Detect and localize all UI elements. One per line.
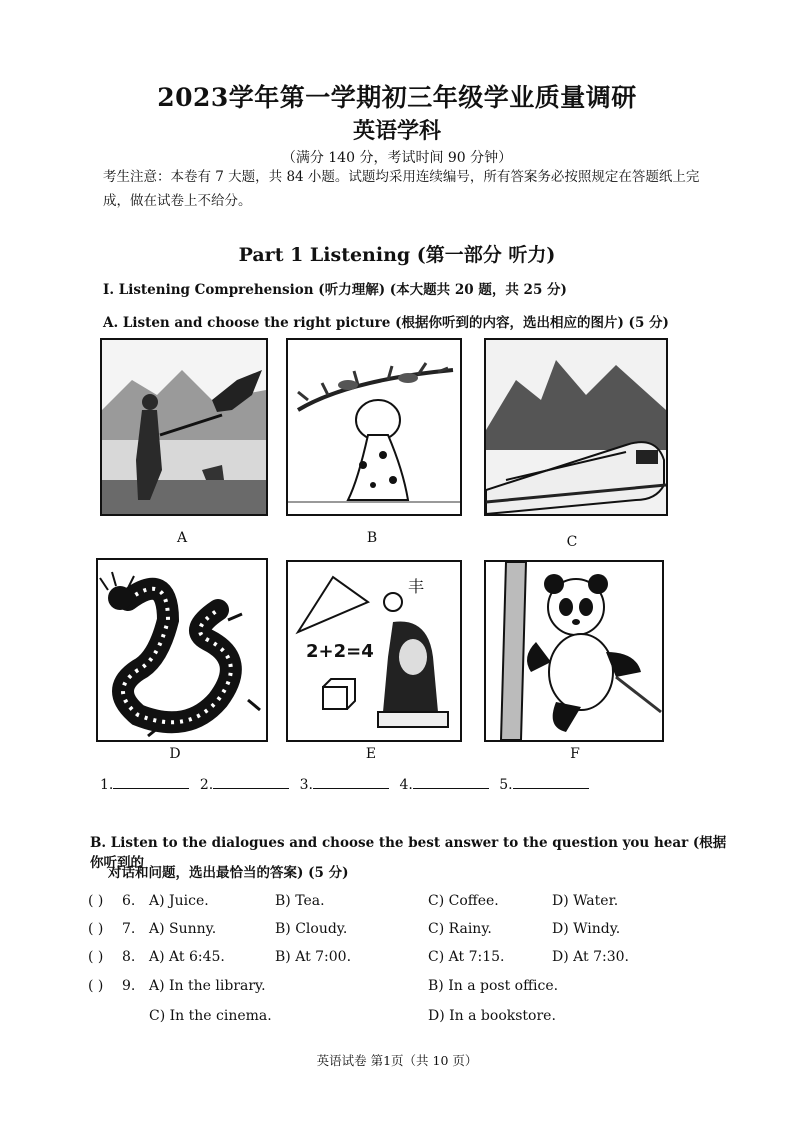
exam-notice: 考生注意：本卷有 7 大题，共 84 小题。试题均采用连续编号，所有答案务必按照规定在答题纸上完成，做在试卷上不给分。	[103, 169, 700, 209]
q6-option-a: A) Juice.	[149, 893, 209, 909]
q6-option-d: D) Water.	[552, 893, 619, 909]
q7-number: 7.	[122, 921, 136, 937]
q8-number: 8.	[122, 949, 136, 965]
q6-option-c: C) Coffee.	[428, 893, 499, 909]
section-a-title: A. Listen and choose the right picture (根据你听到的内容，选出相应的图片) (5 分)	[103, 315, 669, 331]
page-footer: 英语试卷 第1页（共 10 页）	[316, 1053, 478, 1068]
picture-b-label: B	[366, 530, 378, 546]
answer-blank-4[interactable]	[413, 774, 489, 789]
picture-b	[286, 338, 462, 516]
q6-option-b: B) Tea.	[275, 893, 325, 909]
q8-option-a: A) At 6:45.	[149, 949, 225, 965]
answer-blank-3[interactable]	[313, 774, 389, 789]
picture-d-label: D	[169, 746, 181, 762]
answer-blank-1[interactable]	[113, 774, 189, 789]
q8-option-b: B) At 7:00.	[275, 949, 352, 965]
blank-label: 3.	[299, 777, 313, 793]
picture-c	[484, 338, 668, 516]
q9-option-a: A) In the library.	[149, 978, 266, 994]
q8-option-d: D) At 7:30.	[552, 949, 629, 965]
answer-blank-5[interactable]	[513, 774, 589, 789]
section-b-title-cont: 对话和问题，选出最恰当的答案) (5 分)	[108, 865, 349, 881]
q9-paren[interactable]: ( )	[88, 978, 104, 994]
q9-option-b: B) In a post office.	[428, 978, 559, 994]
q8-paren[interactable]: ( )	[88, 949, 104, 965]
q9-number: 9.	[122, 978, 136, 994]
q7-paren[interactable]: ( )	[88, 921, 104, 937]
q7-option-c: C) Rainy.	[428, 921, 492, 937]
train-icon	[486, 340, 666, 514]
q6-number: 6.	[122, 893, 136, 909]
picture-c-label: C	[566, 534, 578, 550]
dog-branch-icon	[288, 340, 460, 514]
picture-d	[96, 558, 268, 742]
answer-blanks	[100, 774, 595, 793]
score-time: （满分 140 分，考试时间 90 分钟）	[281, 150, 513, 166]
q8-option-c: C) At 7:15.	[428, 949, 505, 965]
svg-text:2+2=4: 2+2=4	[306, 641, 374, 662]
q9-option-c: C) In the cinema.	[149, 1008, 272, 1024]
answer-blank-2[interactable]	[213, 774, 289, 789]
q9-option-d: D) In a bookstore.	[428, 1008, 556, 1024]
subject-title: 英语学科	[352, 118, 441, 144]
student-study-icon	[288, 562, 460, 740]
section-b-title: B. Listen to the dialogues and choose the best answer to the question you hear (根据你听到的	[90, 835, 727, 871]
picture-f	[484, 560, 664, 742]
q7-option-d: D) Windy.	[552, 921, 621, 937]
picture-f-label: F	[570, 746, 580, 762]
section-i-title: I. Listening Comprehension (听力理解) (本大题共 20 题，共 25 分)	[103, 282, 567, 298]
blank-label: 1.	[100, 777, 114, 793]
falconer-icon	[102, 340, 266, 514]
blank-label: 4.	[399, 777, 413, 793]
svg-text:丰: 丰	[408, 577, 425, 596]
picture-a-label: A	[176, 530, 188, 546]
q6-paren[interactable]: ( )	[88, 893, 104, 909]
panda-icon	[486, 562, 662, 740]
exam-title: 2023学年第一学期初三年级学业质量调研	[157, 83, 637, 112]
picture-e	[286, 560, 462, 742]
part-title: Part 1 Listening (第一部分 听力)	[238, 244, 556, 266]
q7-option-a: A) Sunny.	[149, 921, 217, 937]
blank-label: 5.	[499, 777, 513, 793]
picture-e-label: E	[365, 746, 377, 762]
picture-a	[100, 338, 268, 516]
blank-label: 2.	[199, 777, 214, 793]
dragon-icon	[98, 560, 266, 740]
q7-option-b: B) Cloudy.	[275, 921, 348, 937]
